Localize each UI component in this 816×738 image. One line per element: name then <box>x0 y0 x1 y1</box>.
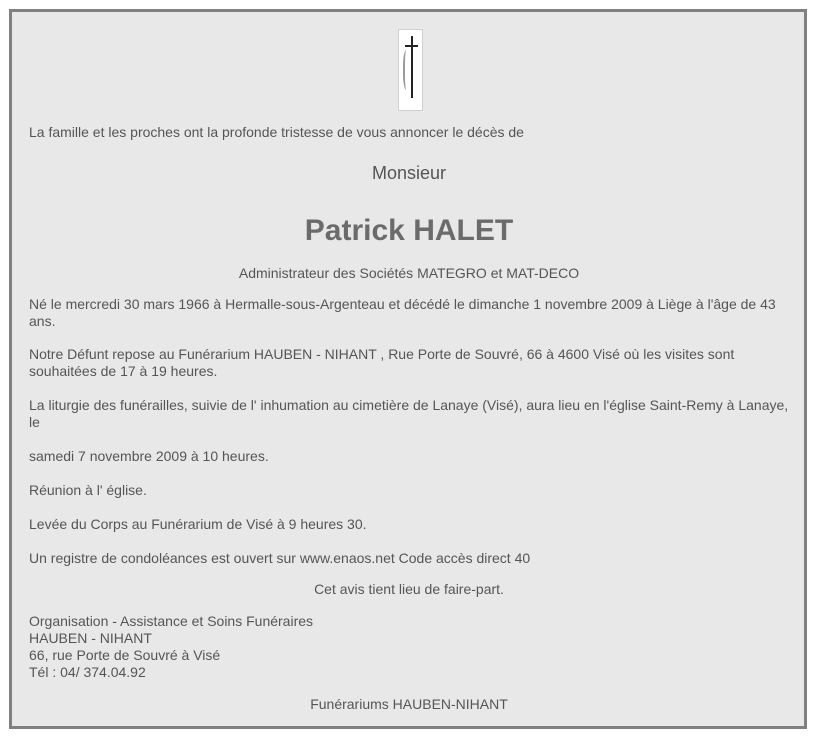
deceased-role: Administrateur des Sociétés MATEGRO et MAT-DECO <box>238 265 580 281</box>
organisation-line: Organisation - Assistance et Soins Funéraires <box>29 613 314 629</box>
liturgy-text: La liturgie des funérailles, suivie de l' inhumation au cimetière de Lanaye (Visé), aura lieu en l'église Saint-Remy à Lanaye, le <box>29 397 789 430</box>
obituary-frame <box>9 9 807 729</box>
organisation-address: 66, rue Porte de Souvré à Visé <box>29 647 221 663</box>
reunion-text: Réunion à l' église. <box>29 482 147 498</box>
footer-text: Funérariums HAUBEN-NIHANT <box>310 696 508 712</box>
cross-icon <box>398 29 423 111</box>
intro-text: La famille et les proches ont la profonde tristesse de vous annoncer le décès de <box>29 124 524 140</box>
organisation-name: HAUBEN - NIHANT <box>29 630 152 646</box>
organisation-phone: Tél : 04/ 374.04.92 <box>29 664 146 680</box>
levee-text: Levée du Corps au Funérarium de Visé à 9 heures 30. <box>29 516 367 532</box>
ceremony-date: samedi 7 novembre 2009 à 10 heures. <box>29 448 269 464</box>
repose-text: Notre Défunt repose au Funérarium HAUBEN - NIHANT , Rue Porte de Souvré, 66 à 4600 Visé où les visites sont souhaitées de 17 à 19 heures. <box>29 346 735 379</box>
notice-text: Cet avis tient lieu de faire-part. <box>314 581 504 597</box>
salutation: Monsieur <box>371 163 447 183</box>
deceased-name: Patrick HALET <box>304 214 514 247</box>
organisation-block <box>29 613 789 681</box>
birth-death-text: Né le mercredi 30 mars 1966 à Hermalle-sous-Argenteau et décédé le dimanche 1 novembre 2009 à Liège à l'âge de 43 ans. <box>29 296 776 329</box>
registry-text: Un registre de condoléances est ouvert sur www.enaos.net Code accès direct 40 <box>29 550 531 566</box>
